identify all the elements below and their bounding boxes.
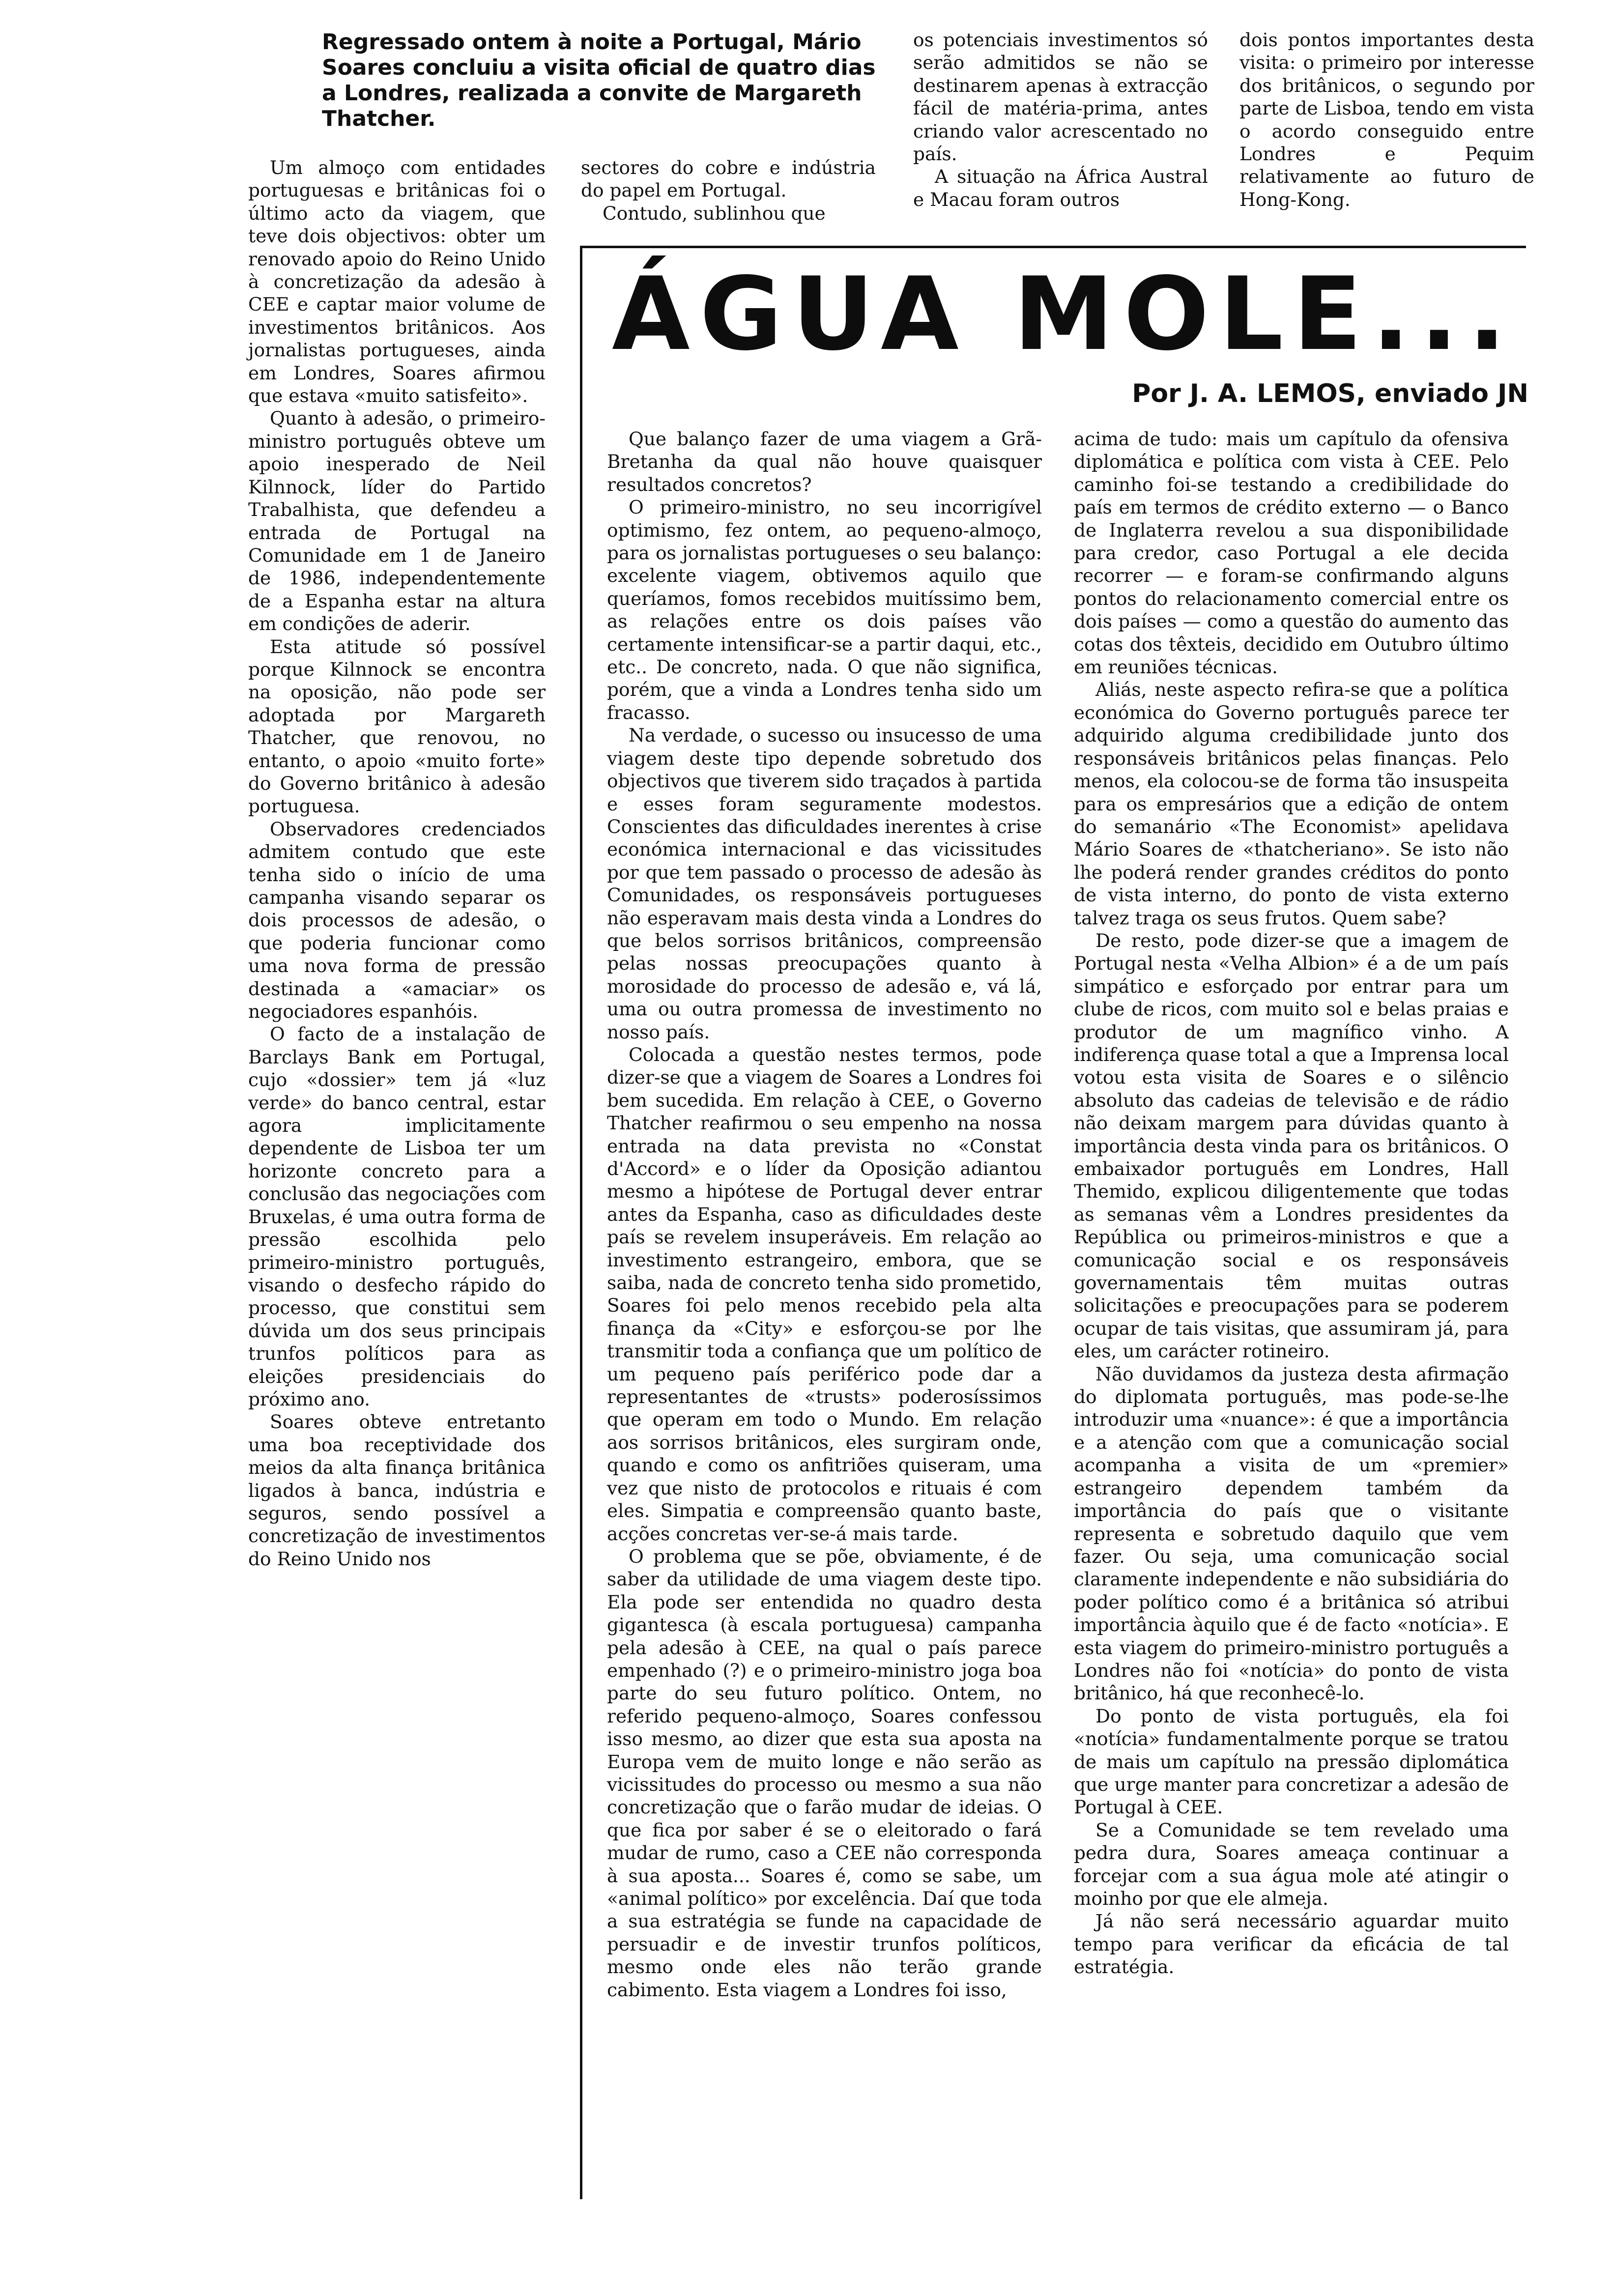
feature-paragraph: O primeiro-ministro, no seu incorrigível optimismo, fez ontem, ao pequeno-almoço, para os jornalistas portugueses o seu balanço: excelente viagem, obtivemos aquilo que queríamos, fomos recebidos muitíssimo bem, as relações entre os dois países vão certamente intensificar-se a partir daqui, etc., etc.. De concreto, nada. O que não significa, porém, que a vinda a Londres tenha sido um fracasso. [607,496,1042,723]
article-paragraph: Contudo, sublinhou que [603,202,826,224]
lead-paragraph: Regressado ontem à noite a Portugal, Mário Soares concluiu a visita oficial de quatro dias a Londres, realizada a convite de Margareth Thatcher. [322,29,876,131]
article-paragraph: Soares obteve entretanto uma boa receptividade dos meios da alta finança britânica ligados à banca, indústria e seguros, sendo possível a concretização de investimentos do Reino Unido nos [248,1411,546,1570]
box-rule-top [580,246,1526,248]
feature-paragraph: Que balanço fazer de uma viagem a Grã-Bretanha da qual não houve quaisquer resultados concretos? [607,428,1042,495]
feature-paragraph: O problema que se põe, obviamente, é de saber da utilidade de uma viagem deste tipo. Ela pode ser entendida no quadro desta gigantesca (à escala portuguesa) campanha pela adesão à CEE, na qual o país parece empenhado (?) e o primeiro-ministro joga boa parte do seu futuro político. Ontem, no referido pequeno-almoço, Soares confessou isso mesmo, ao dizer que esta sua aposta na Europa vem de muito longe e não serão as vicissitudes do processo ou mesmo a sua não concretização que o farão mudar de ideias. O que fica por saber é se o eleitorado o fará mudar de rumo, caso a CEE não corresponda à sua aposta... Soares é, como se sabe, um «animal político» por excelência. Daí que toda a sua estratégia se funde na capacidade de persuadir e de investir trunfos políticos, mesmo onde eles não terão grande cabimento. Esta viagem a Londres foi isso, [607,1545,1042,2001]
feature-paragraph: acima de tudo: mais um capítulo da ofensiva diplomática e política com vista à CEE. Pelo caminho foi-se testando a credibilidade do país em termos de crédito externo — o Banco de Inglaterra revelou a sua disponibilidade para credor, caso Portugal a ele decida recorrer — e foram-se confirmando alguns pontos do relacionamento comercial entre os dois países — como a questão do aumento das cotas dos têxteis, decidido em Outubro último em reuniões técnicas. [1074,428,1509,678]
feature-column-right [1074,428,1509,1979]
feature-paragraph: Do ponto de vista português, ela foi «notícia» fundamentalmente porque se tratou de mais um capítulo na pressão diplomática que urge manter para concretizar a adesão de Portugal à CEE. [1074,1705,1509,1818]
box-rule-left [580,246,582,2199]
article-paragraph: A situação na África Austral e Macau foram outros [913,166,1208,210]
feature-column-left [607,428,1042,2001]
feature-paragraph: Já não será necessário aguardar muito tempo para verificar da eficácia de tal estratégia. [1074,1910,1509,1978]
article-column-2 [581,156,876,225]
article-paragraph: Observadores credenciados admitem contudo que este tenha sido o início de uma campanha visando separar os dois processos de adesão, o que poderia funcionar como uma nova forma de pressão destinada a «amaciar» os negociadores espanhóis. [248,818,546,1023]
feature-paragraph: Não duvidamos da justeza desta afirmação do diplomata português, mas pode-se-lhe introduzir uma «nuance»: é que a importância e a atenção com que a comunicação social acompanha a visita de um «premier» estrangeiro dependem também da importância do país que o visitante representa e sobretudo daquilo que vem fazer. Ou seja, uma comunicação social claramente independente e não subsidiária do poder político como é a britânica só atribui importância àquilo que é de facto «notícia». E esta viagem do primeiro-ministro português a Londres não foi «notícia» do ponto de vista britânico, há que reconhecê-lo. [1074,1363,1509,1704]
headline: ÁGUA MOLE... [612,256,1516,373]
feature-paragraph: Na verdade, o sucesso ou insucesso de uma viagem deste tipo depende sobretudo dos objectivos que tiverem sido traçados à partida e esses foram seguramente modestos. Conscientes das dificuldades inerentes à crise económica internacional e das vicissitudes por que tem passado o processo de adesão às Comunidades, os responsáveis portugueses não esperavam mais desta vinda a Londres do que belos sorrisos britânicos, compreensão pelas nossas preocupações quanto à morosidade do processo de adesão e, vá lá, uma ou outra promessa de investimento no nosso país. [607,724,1042,1043]
article-paragraph: Esta atitude só possível porque Kilnnock se encontra na oposição, não pode ser adoptada por Margareth Thatcher, que renovou, no entanto, o apoio «muito forte» do Governo britânico à adesão portuguesa. [248,635,546,817]
article-paragraph: Quanto à adesão, o primeiro-ministro português obteve um apoio inesperado de Neil Kilnnock, líder do Partido Trabalhista, que defendeu a entrada de Portugal na Comunidade em 1 de Janeiro de 1986, independentemente de a Espanha estar na altura em condições de aderir. [248,407,546,635]
feature-paragraph: Se a Comunidade se tem revelado uma pedra dura, Soares ameaça continuar a forcejar com a sua água mole até atingir o moinho por que ele almeja. [1074,1819,1509,1909]
feature-paragraph: Colocada a questão nestes termos, pode dizer-se que a viagem de Soares a Londres foi bem sucedida. Em relação à CEE, o Governo Thatcher reafirmou o seu empenho na nossa entrada na data prevista no «Constat d'Accord» e o líder da Oposição adiantou mesmo a hipótese de Portugal dever entrar antes da Espanha, caso as dificuldades deste país se revelem insuperáveis. Em relação ao investimento estrangeiro, embora, que se saiba, nada de concreto tenha sido prometido, Soares foi pelo menos recebido pela alta finança da «City» e esforçou-se por lhe transmitir toda a confiança que um político de um pequeno país periférico pode dar a representantes de «trusts» poderosíssimos que operam em todo o Mundo. Em relação aos sorrisos britânicos, eles surgiram onde, quando e como os anfitriões quiseram, uma vez que nisto de protocolos e rituais é com eles. Simpatia e compreensão quanto baste, acções concretas ver-se-á mais tarde. [607,1043,1042,1545]
article-paragraph: O facto de a instalação de Barclays Bank em Portugal, cujo «dossier» tem já «luz verde» do banco central, estar agora implicitamente dependente de Lisboa ter um horizonte concreto para a conclusão das negociações com Bruxelas, é uma outra forma de pressão escolhida pelo primeiro-ministro português, visando o desfecho rápido do processo, que constitui sem dúvida um dos seus principais trunfos políticos para as eleições presidenciais do próximo ano. [248,1023,546,1410]
article-column-4 [1239,29,1534,211]
article-column-1 [248,156,546,1570]
feature-paragraph: De resto, pode dizer-se que a imagem de Portugal nesta «Velha Albion» é a de um país simpático e esforçado por entrar para um clube de ricos, com muito sol e belas praias e produtor de um magnífico vinho. A indiferença quase total a que a Imprensa local votou esta visita de Soares e o silêncio absoluto das cadeias de televisão e de rádio não deixam margem para dúvidas quanto à importância desta vinda para os britânicos. O embaixador português em Londres, Hall Themido, explicou diligentemente que todas as semanas vêm a Londres presidentes da República ou primeiros-ministros e que a comunicação social e os responsáveis governamentais têm muitas outras solicitações e preocupações para se poderem ocupar de tais visitas, que assumiram já, para eles, um carácter rotineiro. [1074,929,1509,1362]
article-paragraph: dois pontos importantes desta visita: o primeiro por interesse dos britânicos, o segundo por parte de Lisboa, tendo em vista o acordo conseguido entre Londres e Pequim relativamente ao futuro de Hong-Kong. [1239,29,1534,210]
feature-paragraph: Aliás, neste aspecto refira-se que a política económica do Governo português parece ter adquirido alguma credibilidade junto dos responsáveis britânicos pelas finanças. Pelo menos, ela colocou-se de forma tão insuspeita para os empresários que a edição de ontem do semanário «The Economist» apelidava Mário Soares de «thatcheriano». Se isto não lhe poderá render grandes créditos do ponto de vista interno, do ponto de vista externo talvez traga os seus frutos. Quem sabe? [1074,679,1509,929]
byline: Por J. A. LEMOS, enviado JN [1132,379,1528,408]
article-column-3 [913,29,1208,211]
article-paragraph: os potenciais investimentos só serão admitidos se não se destinarem apenas à extracção fácil de matéria-prima, antes criando valor acrescentado no país. [913,29,1208,165]
article-paragraph: Um almoço com entidades portuguesas e britânicas foi o último acto da viagem, que teve dois objectivos: obter um renovado apoio do Reino Unido à concretização da adesão à CEE e captar maior volume de investimentos britânicos. Aos jornalistas portugueses, ainda em Londres, Soares afirmou que estava «muito satisfeito». [248,157,546,407]
article-paragraph: sectores do cobre e indústria do papel em Portugal. [581,157,876,201]
